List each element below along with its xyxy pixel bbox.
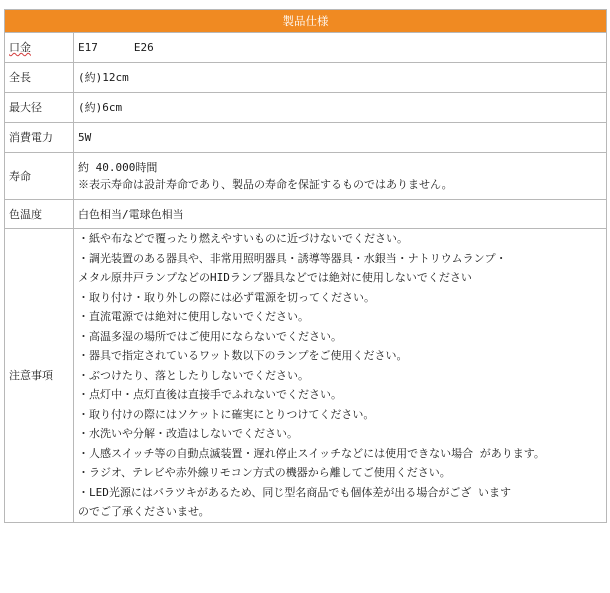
spec-label: 消費電力: [5, 123, 74, 153]
list-item: ・点灯中・点灯直後は直接手でふれないでください。: [78, 388, 342, 401]
header-row: [5, 10, 607, 33]
spec-table: [4, 9, 607, 523]
list-item: ・ぶつけたり、落としたりしないでください。: [78, 368, 309, 382]
list-item: メタル原井戸ランプなどのHIDランプ器具などでは絶対に使用しないでください: [78, 271, 472, 284]
list-item: ・取り付けの際にはソケットに確実にとりつけてください。: [78, 407, 375, 421]
notes-cell: [74, 229, 607, 523]
spec-row-length: [5, 63, 607, 93]
lifetime-note: ※表示寿命は設計寿命であり、製品の寿命を保証するものではありません。: [78, 178, 453, 191]
spec-value: [74, 153, 607, 200]
spec-value-e26: E26: [133, 41, 154, 54]
list-item: ・紙や布などで覆ったり燃えやすいものに近づけないでください。: [78, 232, 408, 245]
list-item: ・水洗いや分解・改造はしないでください。: [78, 427, 298, 440]
spec-row-notes: [5, 229, 607, 523]
list-item: ・直流電源では絶対に使用しないでください。: [78, 310, 309, 323]
notes-label: 注意事項: [5, 229, 74, 523]
spec-value: (約)12cm: [74, 63, 607, 93]
list-item: ・取り付け・取り外しの際には必ず電源を切ってください。: [78, 290, 375, 304]
lifetime-hours: 約 40.000時間: [78, 161, 158, 174]
spec-label: 口金: [5, 33, 74, 63]
notes-list: [78, 229, 602, 522]
spec-row-diameter: [5, 93, 607, 123]
spec-value: 5W: [74, 123, 607, 153]
list-item: ・器具で指定されているワット数以下のランプをご使用ください。: [78, 349, 408, 362]
spec-row-color-temp: [5, 200, 607, 229]
spec-label: 色温度: [5, 200, 74, 229]
spec-value: (約)6cm: [74, 93, 607, 123]
list-item: ・人感スイッチ等の自動点滅装置・遅れ停止スイッチなどには使用できない場合 があります。: [78, 446, 545, 460]
list-item: ・調光装置のある器具や、非常用照明器具・誘導等器具・水銀当・ナトリウムランプ・: [78, 251, 507, 265]
list-item: ・LED光源にはバラツキがあるため、同じ型名商品でも個体差が出る場合がござ います: [78, 485, 512, 499]
spec-label: 全長: [5, 63, 74, 93]
list-item: ・ラジオ、テレビや赤外線リモコン方式の機器から離してご使用ください。: [78, 466, 451, 479]
spec-row-lifetime: [5, 153, 607, 200]
spec-value: 白色相当/電球色相当: [74, 200, 607, 229]
spec-value-e17: E17: [78, 41, 98, 54]
spec-row-power: [5, 123, 607, 153]
spec-label: 最大径: [5, 93, 74, 123]
spec-label: 寿命: [5, 153, 74, 200]
list-item: ・高温多湿の場所ではご使用にならないでください。: [78, 329, 342, 343]
table-title: 製品仕様: [5, 10, 607, 33]
list-item: のでご了承くださいませ。: [78, 505, 210, 518]
spec-row-base: [5, 33, 607, 63]
spec-value: [74, 33, 607, 63]
